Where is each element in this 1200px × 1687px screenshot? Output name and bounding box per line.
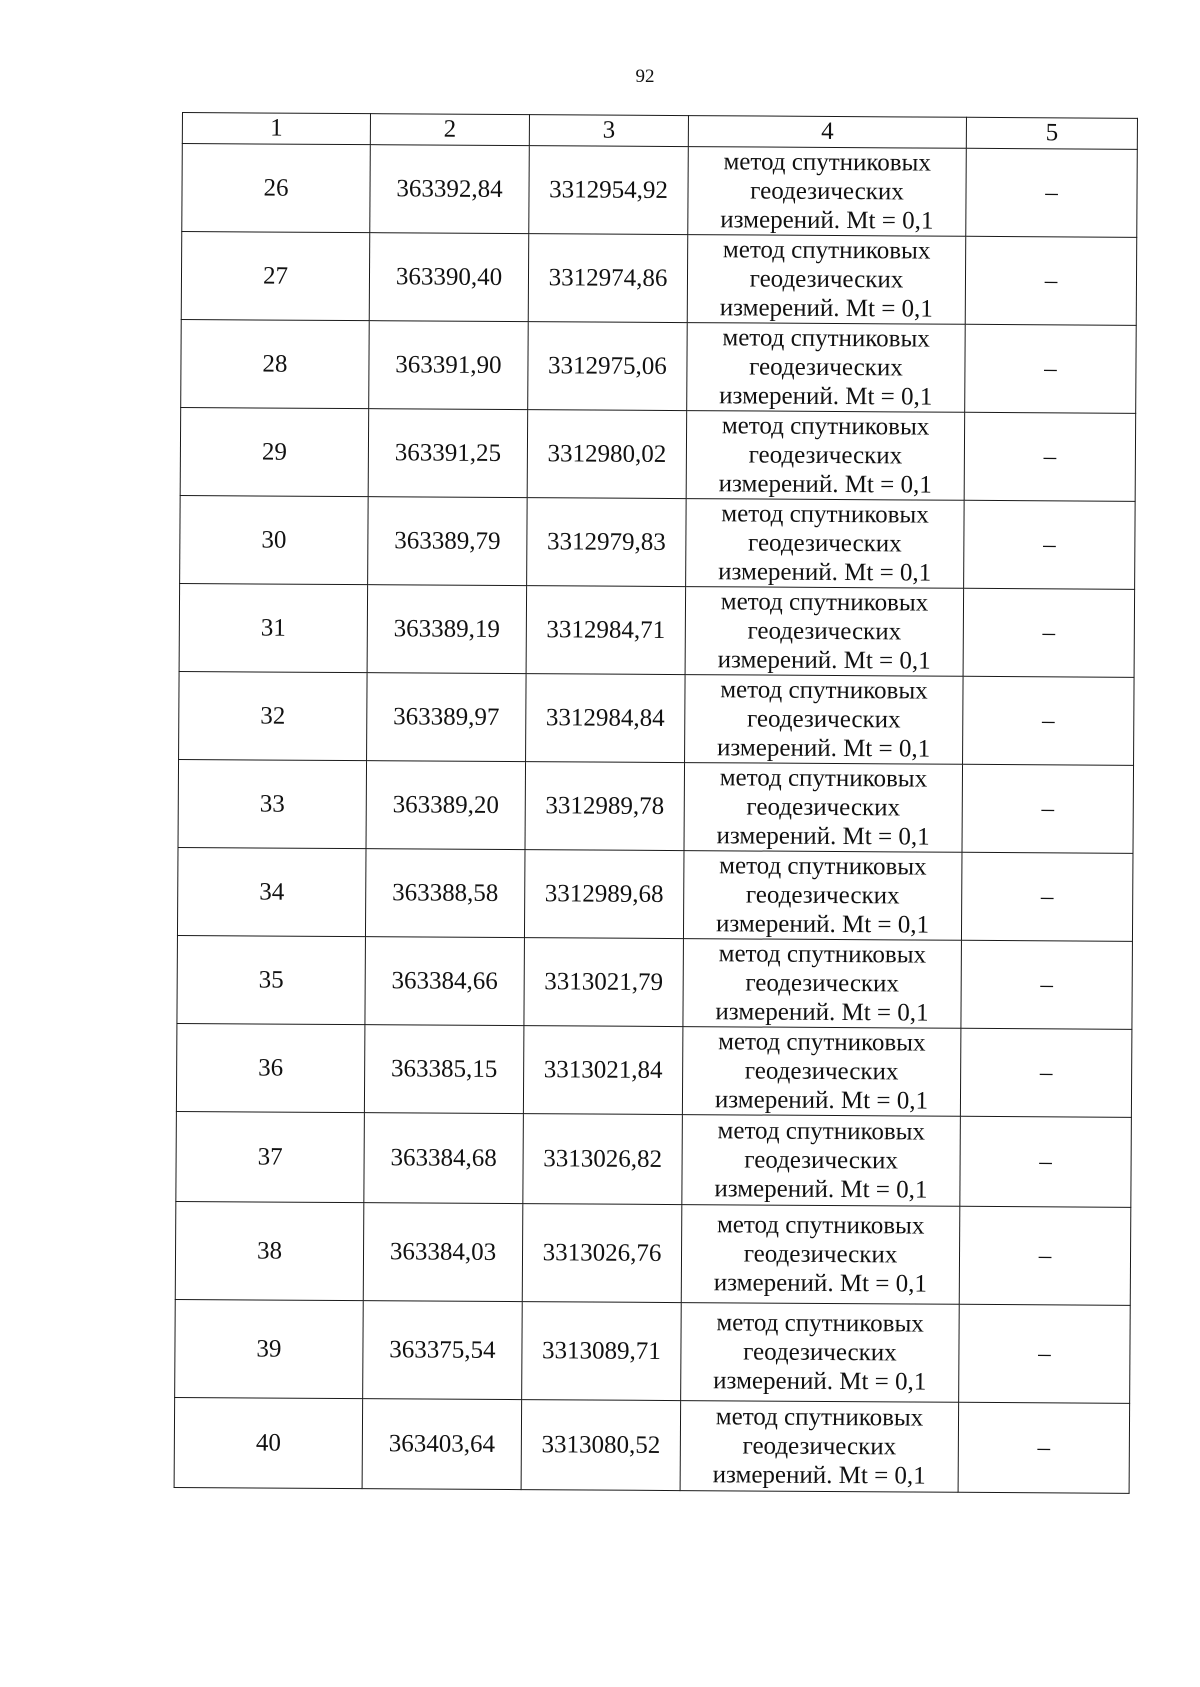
- table-row: [182, 144, 1138, 238]
- table-row: [177, 847, 1133, 941]
- table-row: [179, 671, 1135, 765]
- y-coordinate-cell: 3312979,83: [527, 498, 687, 587]
- x-coordinate-cell: 363389,20: [366, 761, 526, 850]
- note-cell: –: [963, 676, 1135, 765]
- table-row: [178, 759, 1134, 853]
- table-row: [177, 935, 1133, 1029]
- note-cell: –: [958, 1402, 1130, 1493]
- x-coordinate-cell: 363389,97: [367, 673, 527, 762]
- method-cell: метод спутниковых геодезических измерений. Mt = 0,1: [681, 1205, 960, 1305]
- note-cell: –: [960, 1116, 1132, 1207]
- method-cell: метод спутниковых геодезических измерений. Mt = 0,1: [685, 675, 964, 765]
- y-coordinate-cell: 3313026,76: [522, 1204, 682, 1303]
- y-coordinate-cell: 3312980,02: [527, 410, 687, 499]
- point-number-cell: 27: [181, 232, 370, 321]
- x-coordinate-cell: 363391,90: [369, 321, 529, 410]
- table-row: [176, 1023, 1132, 1117]
- y-coordinate-cell: 3312984,71: [526, 586, 686, 675]
- note-cell: –: [963, 588, 1135, 677]
- coordinates-table: [174, 112, 1138, 1494]
- x-coordinate-cell: 363384,66: [365, 937, 525, 1026]
- header-col-5: 5: [966, 117, 1137, 149]
- table-row: [181, 232, 1137, 326]
- note-cell: –: [966, 148, 1138, 237]
- note-cell: –: [965, 236, 1137, 325]
- y-coordinate-cell: 3313089,71: [522, 1302, 682, 1401]
- point-number-cell: 36: [176, 1023, 365, 1112]
- x-coordinate-cell: 363384,68: [364, 1113, 524, 1204]
- y-coordinate-cell: 3312989,68: [524, 850, 684, 939]
- point-number-cell: 34: [177, 847, 366, 936]
- y-coordinate-cell: 3313026,82: [523, 1114, 683, 1205]
- note-cell: –: [964, 500, 1136, 589]
- point-number-cell: 38: [175, 1201, 364, 1300]
- y-coordinate-cell: 3313021,84: [523, 1026, 683, 1115]
- table-row: [176, 1111, 1132, 1207]
- note-cell: –: [962, 764, 1134, 853]
- note-cell: –: [961, 852, 1133, 941]
- y-coordinate-cell: 3313021,79: [524, 938, 684, 1027]
- point-number-cell: 31: [179, 583, 368, 672]
- x-coordinate-cell: 363384,03: [363, 1203, 523, 1302]
- x-coordinate-cell: 363391,25: [368, 409, 528, 498]
- method-cell: метод спутниковых геодезических измерений. Mt = 0,1: [686, 499, 965, 589]
- method-cell: метод спутниковых геодезических измерений. Mt = 0,1: [683, 851, 962, 941]
- point-number-cell: 35: [177, 935, 366, 1024]
- x-coordinate-cell: 363388,58: [365, 849, 525, 938]
- point-number-cell: 32: [179, 671, 368, 760]
- method-cell: метод спутниковых геодезических измерений. Mt = 0,1: [686, 411, 965, 501]
- point-number-cell: 37: [176, 1111, 365, 1202]
- point-number-cell: 40: [174, 1397, 363, 1488]
- x-coordinate-cell: 363389,79: [368, 497, 528, 586]
- table-body: [174, 144, 1137, 1494]
- table-row: [180, 407, 1136, 501]
- method-cell: метод спутниковых геодезических измерений. Mt = 0,1: [685, 587, 964, 677]
- note-cell: –: [965, 324, 1137, 413]
- header-col-3: 3: [529, 115, 688, 147]
- note-cell: –: [959, 1304, 1131, 1403]
- method-cell: метод спутниковых геодезических измерений. Mt = 0,1: [687, 235, 966, 325]
- method-cell: метод спутниковых геодезических измерений. Mt = 0,1: [684, 763, 963, 853]
- table-row: [180, 495, 1136, 589]
- x-coordinate-cell: 363390,40: [369, 233, 529, 322]
- header-col-2: 2: [370, 114, 529, 146]
- note-cell: –: [964, 412, 1136, 501]
- table-row: [175, 1299, 1131, 1403]
- note-cell: –: [960, 1028, 1132, 1117]
- table-row: [179, 583, 1135, 677]
- table-row: [174, 1397, 1130, 1493]
- point-number-cell: 29: [180, 407, 369, 496]
- y-coordinate-cell: 3313080,52: [521, 1400, 681, 1491]
- x-coordinate-cell: 363389,19: [367, 585, 527, 674]
- point-number-cell: 33: [178, 759, 367, 848]
- method-cell: метод спутниковых геодезических измерений. Mt = 0,1: [687, 323, 966, 413]
- method-cell: метод спутниковых геодезических измерений. Mt = 0,1: [682, 1027, 961, 1117]
- x-coordinate-cell: 363392,84: [370, 145, 530, 234]
- method-cell: метод спутниковых геодезических измерений. Mt = 0,1: [688, 147, 967, 237]
- x-coordinate-cell: 363385,15: [364, 1025, 524, 1114]
- table-row: [181, 319, 1137, 413]
- method-cell: метод спутниковых геодезических измерений. Mt = 0,1: [681, 1303, 960, 1403]
- point-number-cell: 26: [182, 144, 371, 233]
- point-number-cell: 30: [180, 495, 369, 584]
- method-cell: метод спутниковых геодезических измерений. Mt = 0,1: [682, 1115, 961, 1207]
- y-coordinate-cell: 3312989,78: [525, 762, 685, 851]
- method-cell: метод спутниковых геодезических измерений. Mt = 0,1: [683, 939, 962, 1029]
- note-cell: –: [959, 1206, 1131, 1305]
- page-number: 92: [635, 66, 655, 87]
- x-coordinate-cell: 363375,54: [363, 1301, 523, 1400]
- y-coordinate-cell: 3312984,84: [526, 674, 686, 763]
- point-number-cell: 28: [181, 319, 370, 408]
- x-coordinate-cell: 363403,64: [362, 1399, 522, 1490]
- point-number-cell: 39: [175, 1299, 364, 1398]
- table-row: [175, 1201, 1131, 1305]
- note-cell: –: [961, 940, 1133, 1029]
- method-cell: метод спутниковых геодезических измерений. Mt = 0,1: [680, 1401, 959, 1493]
- header-col-1: 1: [182, 113, 370, 145]
- y-coordinate-cell: 3312954,92: [529, 146, 689, 235]
- header-col-4: 4: [688, 116, 966, 149]
- y-coordinate-cell: 3312974,86: [528, 234, 688, 323]
- y-coordinate-cell: 3312975,06: [528, 322, 688, 411]
